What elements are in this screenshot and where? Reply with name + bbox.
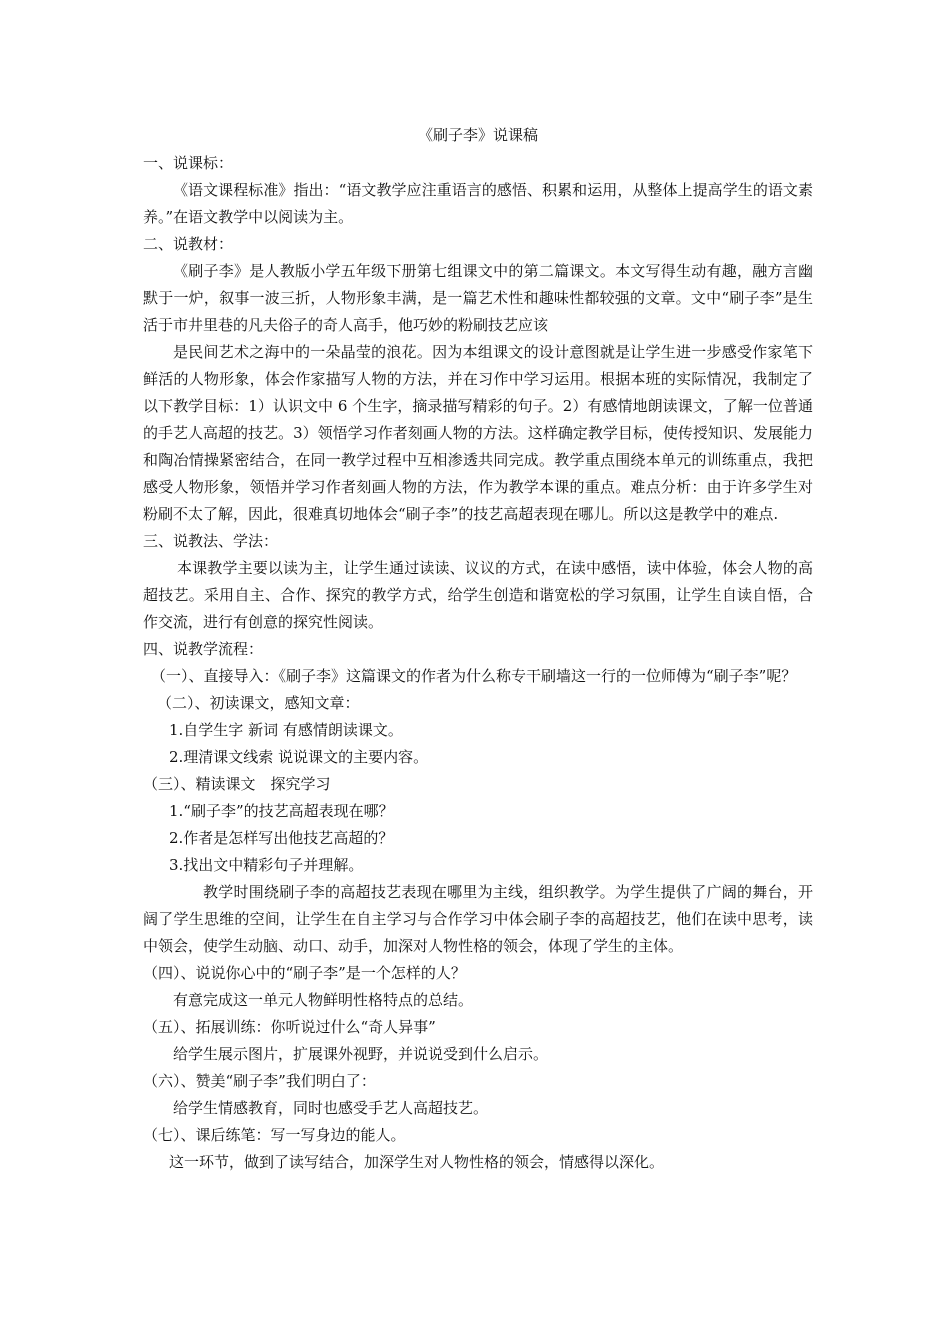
process-step-3-item-1: 1.“刷子李”的技艺高超表现在哪？ — [169, 802, 394, 820]
process-step-3-item-2: 2.作者是怎样写出他技艺高超的？ — [169, 829, 394, 847]
paragraph-step-7: 这一环节，做到了读写结合，加深学生对人物性格的领会，情感得以深化。 — [169, 1153, 665, 1171]
section-heading-standards: 一、说课标： — [143, 154, 234, 172]
paragraph-step-4: 有意完成这一单元人物鲜明性格特点的总结。 — [173, 991, 474, 1009]
document-page — [143, 122, 813, 1176]
process-step-1: （一）、直接导入：《刷子李》这篇课文的作者为什么称专干刷墙这一行的一位师傅为“刷子李”呢？ — [151, 667, 797, 685]
process-step-3-item-3: 3.找出文中精彩句子并理解。 — [169, 856, 364, 874]
process-step-3: （三）、精读课文 探究学习 — [143, 775, 331, 793]
process-step-5: （五）、拓展训练：你听说过什么“奇人异事” — [143, 1018, 436, 1036]
section-heading-textbook: 二、说教材： — [143, 235, 234, 253]
paragraph-step-5: 给学生展示图片，扩展课外视野，并说说受到什么启示。 — [173, 1045, 549, 1063]
section-heading-process: 四、说教学流程： — [143, 640, 264, 658]
process-step-2-item-2: 2.理清课文线索 说说课文的主要内容。 — [169, 748, 429, 766]
paragraph-methods: 本课教学主要以读为主，让学生通过读读、议议的方式，在读中感悟，读中体验，体会人物的高超技艺。采用自主、合作、探究的教学方式，给学生创造和谐宽松的学习氛围，让学生自读自悟，合作交流，进行有创意的探究性阅读。 — [143, 559, 813, 631]
process-step-2-item-1: 1.自学生字 新词 有感情朗读课文。 — [169, 721, 403, 739]
process-step-6: （六）、赞美“刷子李”我们明白了： — [143, 1072, 376, 1090]
paragraph-textbook-1: 《刷子李》是人教版小学五年级下册第七组课文中的第二篇课文。本文写得生动有趣，融方言幽默于一炉，叙事一波三折，人物形象丰满，是一篇艺术性和趣味性都较强的文章。文中“刷子李”是生活于市井里巷的凡夫俗子的奇人高手，他巧妙的粉刷技艺应该 — [143, 262, 813, 334]
paragraph-standards: 《语文课程标准》指出：“语文教学应注重语言的感悟、积累和运用，从整体上提高学生的语文素养。”在语文教学中以阅读为主。 — [143, 181, 813, 226]
process-step-4: （四）、说说你心中的“刷子李”是一个怎样的人？ — [143, 964, 466, 982]
process-step-7: （七）、课后练笔：写一写身边的能人。 — [143, 1126, 406, 1144]
document-title: 《刷子李》说课稿 — [417, 126, 538, 144]
paragraph-step-6: 给学生情感教育，同时也感受手艺人高超技艺。 — [173, 1099, 489, 1117]
section-heading-methods: 三、说教法、学法： — [143, 532, 279, 550]
process-step-2: （二）、初读课文，感知文章： — [157, 694, 360, 712]
paragraph-step-3: 教学时围绕刷子李的高超技艺表现在哪里为主线，组织教学。为学生提供了广阔的舞台，开阔了学生思维的空间，让学生在自主学习与合作学习中体会刷子李的高超技艺，他们在读中思考，读中领会，使学生动脑、动口、动手，加深对人物性格的领会，体现了学生的主体。 — [143, 883, 813, 955]
paragraph-textbook-2: 是民间艺术之海中的一朵晶莹的浪花。因为本组课文的设计意图就是让学生进一步感受作家笔下鲜活的人物形象，体会作家描写人物的方法，并在习作中学习运用。根据本班的实际情况，我制定了以下教学目标：1）认识文中 6 个生字，摘录描写精彩的句子。2）有感情地朗读课文，了解一位普通的手艺人高超的技艺。3）领悟学习作者刻画人物的方法。这样确定教学目标，使传授知识、发展能力和陶冶情操紧密结合，在同一教学过程中互相渗透共同完成。教学重点围绕本单元的训练重点，我把感受人物形象，领悟并学习作者刻画人物的方法，作为教学本课的重点。难点分析：由于许多学生对粉刷不太了解，因此，很难真切地体会“刷子李”的技艺高超表现在哪儿。所以这是教学中的难点. — [143, 343, 813, 523]
